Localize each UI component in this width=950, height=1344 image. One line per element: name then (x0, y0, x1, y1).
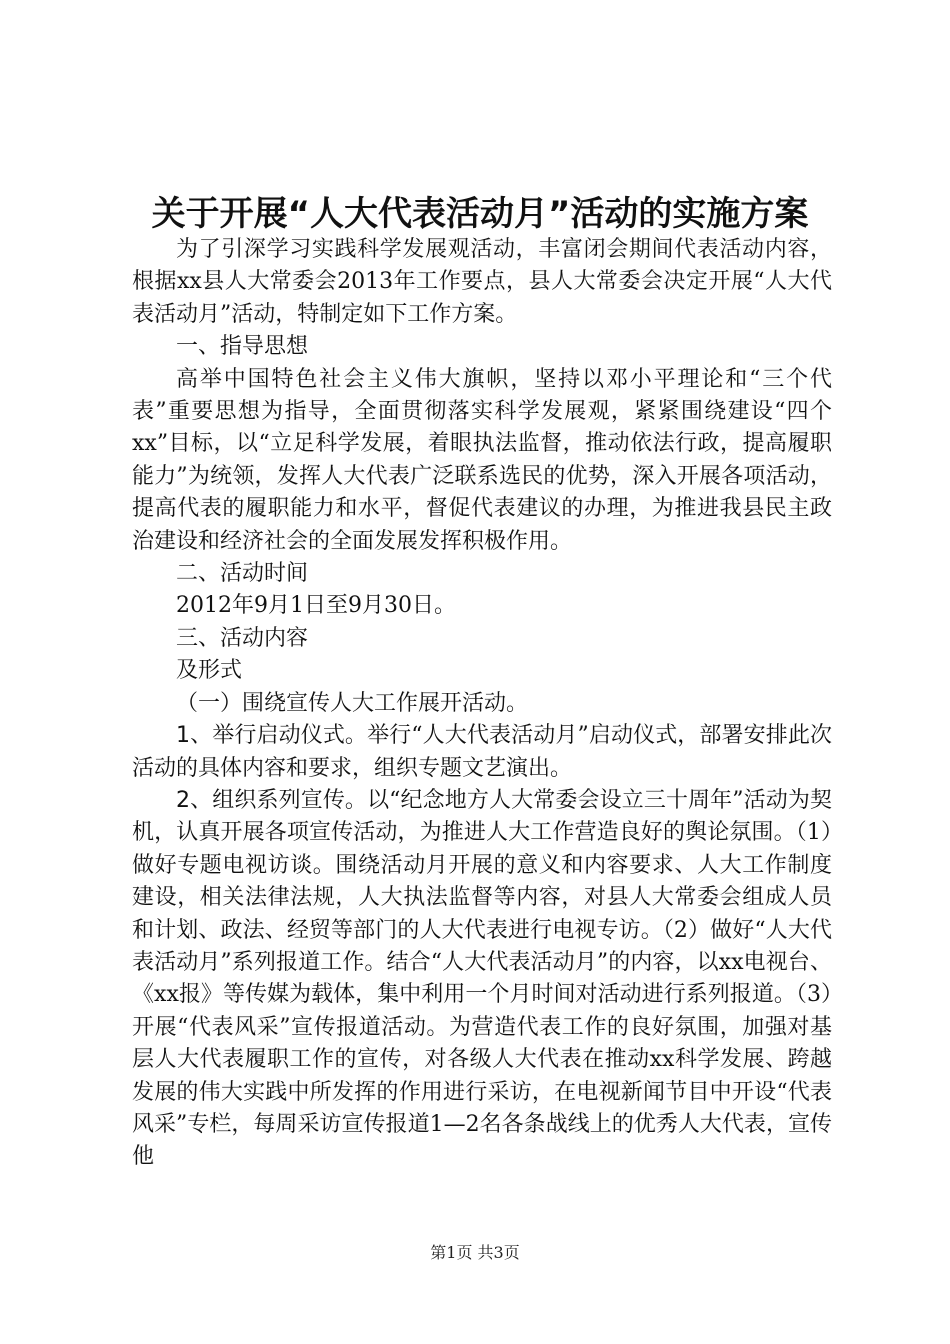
item-series-publicity-label: 2、组织系列宣传。 (176, 787, 368, 813)
item-launch-ceremony (132, 720, 832, 785)
page-footer: 第1页 共3页 (430, 1243, 520, 1262)
section-heading-activity-time: 二、活动时间 (176, 561, 309, 587)
document-body (132, 234, 832, 1174)
intro-paragraph: 为了引深学习实践科学发展观活动，丰富闭会期间代表活动内容，根据xx县人大常委会2013年工作要点，县人大常委会决定开展“人大代表活动月”活动，特制定如下工作方案。 (132, 237, 832, 327)
section-heading-activity-content-cont: 及形式 (176, 658, 243, 684)
item-launch-ceremony-label: 1、举行启动仪式。 (176, 723, 368, 749)
activity-time-paragraph: 2012年9月1日至9月30日。 (176, 593, 456, 619)
section-heading-activity-content: 三、活动内容 (176, 625, 309, 651)
guiding-idea-paragraph: 高举中国特色社会主义伟大旗帜，坚持以邓小平理论和“三个代表”重要思想为指导，全面贯彻落实科学发展观，紧紧围绕建设“四个xx”目标，以“立足科学发展，着眼执法监督，推动依法行政，提高履职能力”为统领，发挥人大代表广泛联系选民的优势，深入开展各项活动，提高代表的履职能力和水平，督促代表建议的办理，为推进我县民主政治建设和经济社会的全面发展发挥积极作用。 (132, 366, 832, 554)
item-series-publicity (132, 785, 832, 1174)
subsection-heading-publicity: （一）围绕宣传人大工作展开活动。 (176, 690, 529, 716)
item-series-publicity-text: 以“纪念地方人大常委会设立三十周年”活动为契机，认真开展各项宣传活动，为推进人大工作营造良好的舆论氛围。（1）做好专题电视访谈。围绕活动月开展的意义和内容要求、人大工作制度建设，相关法律法规，人大执法监督等内容，对县人大常委会组成人员和计划、政法、经贸等部门的人大代表进行电视专访。（2）做好“人大代表活动月”系列报道工作。结合“人大代表活动月”的内容，以xx电视台、《xx报》等传媒为载体，集中利用一个月时间对活动进行系列报道。（3）开展“代表风采”宣传报道活动。为营造代表工作的良好氛围，加强对基层人大代表履职工作的宣传，对各级人大代表在推动xx科学发展、跨越发展的伟大实践中所发挥的作用进行采访，在电视新闻节目中开设“代表风采”专栏，每周采访宣传报道1—2名各条战线上的优秀人大代表，宣传他 (132, 787, 833, 1170)
item-launch-ceremony-text: 举行“人大代表活动月”启动仪式，部署安排此次活动的具体内容和要求，组织专题文艺演出。 (132, 723, 833, 781)
document-title: 关于开展“人大代表活动月”活动的实施方案 (151, 194, 809, 234)
section-heading-guiding-idea: 一、指导思想 (176, 334, 309, 360)
